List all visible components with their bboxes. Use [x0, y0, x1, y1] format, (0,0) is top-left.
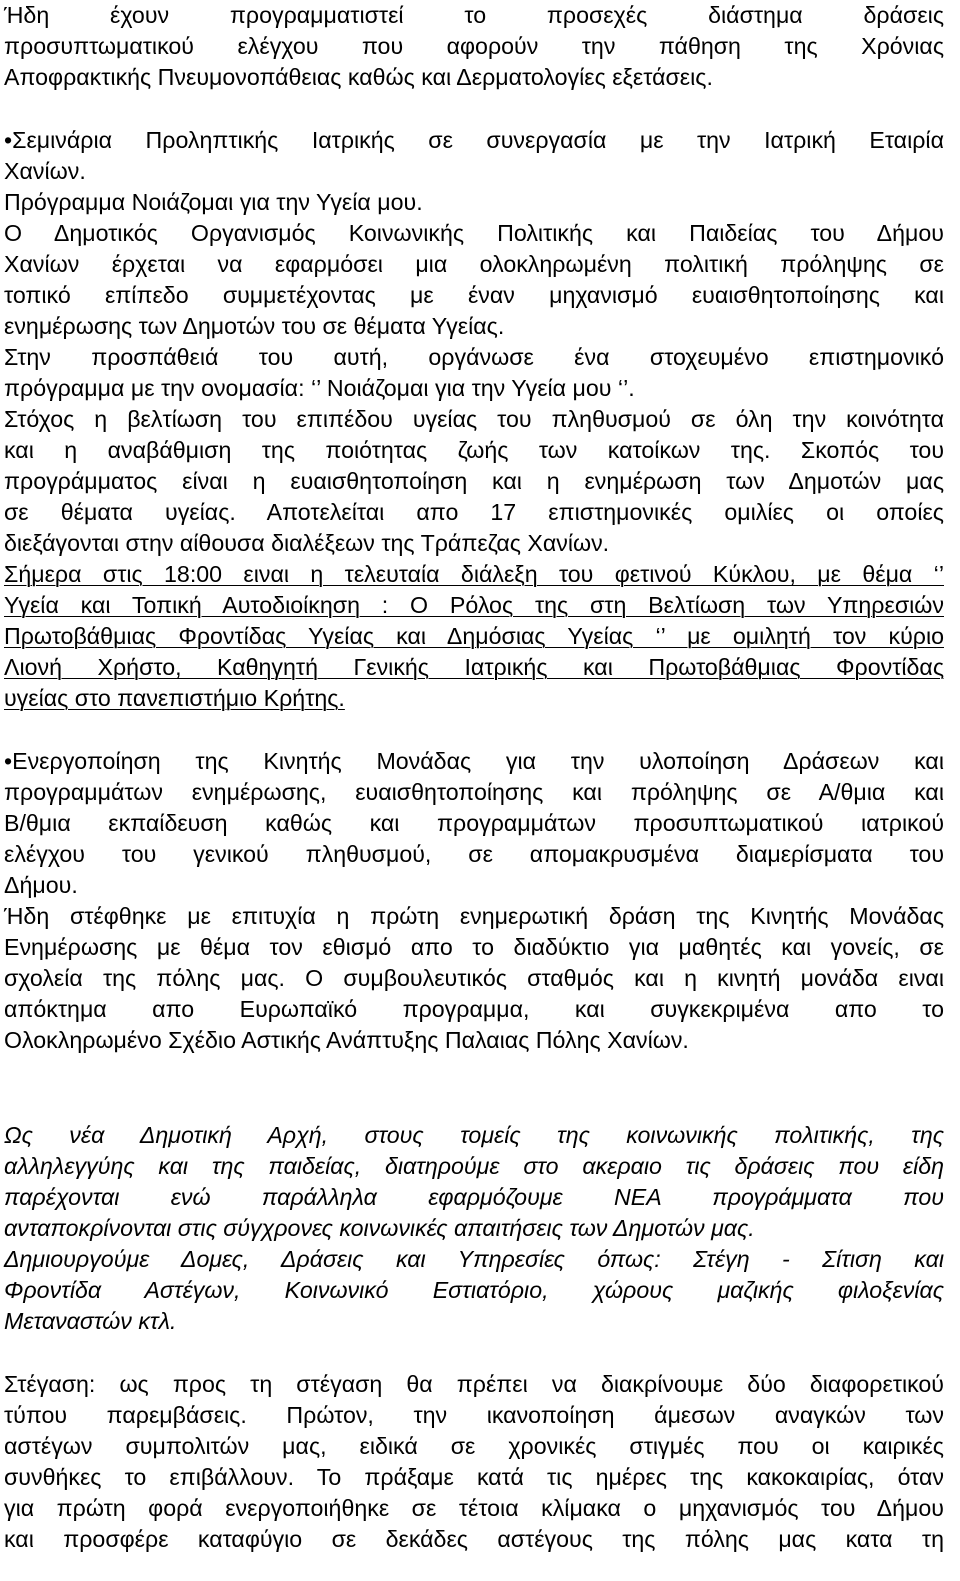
- text-line-content: σε θέματα υγείας. Αποτελείται απο 17 επιστημονικές ομιλίες οι οποίες: [4, 499, 944, 525]
- text-line-content: και προσφέρε καταφύγιο σε δεκάδες αστέγους της πόλης μας κατα τη: [4, 1526, 944, 1552]
- text-line-content: ανταποκρίνονται στις σύγχρονες κοινωνικές απαιτήσεις των Δημοτών μας.: [4, 1215, 755, 1241]
- text-line: [4, 559, 944, 589]
- text-line: [4, 218, 944, 248]
- text-line-content: τοπικό επίπεδο συμμετέχοντας με έναν μηχανισμό ευαισθητοποίησης και: [4, 282, 944, 308]
- text-line: [4, 187, 944, 217]
- text-line: [4, 1151, 944, 1181]
- text-line-content: τύπου παρεμβάσεις. Πρώτον, την ικανοποίηση άμεσων αναγκών των: [4, 1402, 944, 1428]
- text-line: [4, 994, 944, 1024]
- text-line-content: σχολεία της πόλης μας. Ο συμβουλευτικός σταθμός και η κινητή μονάδα ειναι: [4, 965, 944, 991]
- text-line: [4, 404, 944, 434]
- text-line-content: Στέγαση: ως προς τη στέγαση θα πρέπει να διακρίνουμε δύο διαφορετικού: [4, 1371, 944, 1397]
- text-line-content: παρέχονται ενώ παράλληλα εφαρμόζουμε ΝΕΑ προγράμματα που: [4, 1184, 944, 1210]
- text-line-content: Χανίων έρχεται να εφαρμόσει μια ολοκληρωμένη πολιτική πρόληψης σε: [4, 251, 944, 277]
- text-line-content: Ήδη έχουν προγραμματιστεί το προσεχές διάστημα δράσεις: [4, 2, 944, 28]
- text-line-content: Δημιουργούμε Δομες, Δράσεις και Υπηρεσίες όπως: Στέγη - Σίτιση και: [4, 1246, 944, 1272]
- text-line: [4, 1025, 944, 1055]
- text-line-content: και η αναβάθμιση της ποιότητας ζωής των κατοίκων της. Σκοπός του: [4, 437, 944, 463]
- text-line-content: ενημέρωσης των Δημοτών του σε θέματα Υγείας.: [4, 313, 505, 339]
- text-line: [4, 342, 944, 372]
- text-line: [4, 1400, 944, 1430]
- text-line-content: Υγεία και Τοπική Αυτοδιοίκηση : Ο Ρόλος της στη Βελτίωση των Υπηρεσιών: [4, 592, 944, 618]
- text-line: [4, 777, 944, 807]
- text-line: [4, 466, 944, 496]
- text-line: [4, 1306, 944, 1336]
- text-line: [4, 1524, 944, 1554]
- text-line: [4, 435, 944, 465]
- text-line: [4, 1493, 944, 1523]
- text-line: [4, 932, 944, 962]
- text-line-content: •Ενεργοποίηση της Κινητής Μονάδας για την υλοποίηση Δράσεων και: [4, 748, 944, 774]
- text-line: [4, 311, 944, 341]
- text-line-content: για πρώτη φορά ενεργοποιήθηκε σε τέτοια κλίμακα ο μηχανισμός του Δήμου: [4, 1495, 944, 1521]
- text-line-content: απόκτημα απο Ευρωπαϊκό προγραμμα, και συγκεκριμένα απο το: [4, 996, 944, 1022]
- text-line-content: Σήμερα στις 18:00 ειναι η τελευταία διάλεξη του φετινού Κύκλου, με θέμα ‘’: [4, 561, 944, 587]
- text-line: [4, 1275, 944, 1305]
- text-line-content: Ως νέα Δημοτική Αρχή, στους τομείς της κοινωνικής πολιτικής, της: [4, 1122, 944, 1148]
- text-line: [4, 0, 944, 30]
- text-line-content: Μεταναστών κτλ.: [4, 1308, 177, 1334]
- text-line: [4, 683, 944, 713]
- text-line: [4, 497, 944, 527]
- text-line-content: Ολοκληρωμένο Σχέδιο Αστικής Ανάπτυξης Παλαιας Πόλης Χανίων.: [4, 1027, 689, 1053]
- text-line: [4, 373, 944, 403]
- text-line-content: ελέγχου του γενικού πληθυσμού, σε απομακρυσμένα διαμερίσματα του: [4, 841, 944, 867]
- text-line-content: Ήδη στέφθηκε με επιτυχία η πρώτη ενημερωτική δράση της Κινητής Μονάδας: [4, 903, 944, 929]
- text-line-content: Στην προσπάθειά του αυτή, οργάνωσε ένα στοχευμένο επιστημονικό: [4, 344, 944, 370]
- text-line: [4, 590, 944, 620]
- text-line-content: προσυπτωματικού ελέγχου που αφορούν την πάθηση της Χρόνιας: [4, 33, 944, 59]
- text-line: [4, 1182, 944, 1212]
- text-line-content: προγραμμάτων ενημέρωσης, ευαισθητοποίησης και πρόληψης σε Α/θμια και: [4, 779, 944, 805]
- text-line: [4, 1120, 944, 1150]
- text-line-content: Αποφρακτικής Πνευμονοπάθειας καθώς και Δερματολογίες εξετάσεις.: [4, 64, 713, 90]
- text-line-content: Ο Δημοτικός Οργανισμός Κοινωνικής Πολιτικής και Παιδείας του Δήμου: [4, 220, 944, 246]
- text-line: [4, 1213, 944, 1243]
- text-line: [4, 808, 944, 838]
- text-line: [4, 839, 944, 869]
- text-line: [4, 528, 944, 558]
- text-line-content: •Σεμινάρια Προληπτικής Ιατρικής σε συνεργασία με την Ιατρική Εταιρία: [4, 127, 944, 153]
- text-line: [4, 31, 944, 61]
- text-line: [4, 1369, 944, 1399]
- text-line-content: πρόγραμμα με την ονομασία: ‘’ Νοιάζομαι για την Υγεία μου ‘’.: [4, 375, 635, 401]
- text-line: [4, 249, 944, 279]
- text-line: [4, 746, 944, 776]
- text-line: [4, 280, 944, 310]
- text-line-content: Στόχος η βελτίωση του επιπέδου υγείας του πληθυσμού σε όλη την κοινότητα: [4, 406, 944, 432]
- text-line: [4, 1462, 944, 1492]
- text-line: [4, 1431, 944, 1461]
- text-line-content: Πρωτοβάθμιας Φροντίδας Υγείας και Δημόσιας Υγείας ‘’ με ομιλητή τον κύριο: [4, 623, 944, 649]
- text-line: [4, 62, 944, 92]
- text-line-content: συνθήκες το επιβάλλουν. Το πράξαμε κατά τις ημέρες της κακοκαιρίας, όταν: [4, 1464, 944, 1490]
- text-line: [4, 870, 944, 900]
- text-line-content: Πρόγραμμα Νοιάζομαι για την Υγεία μου.: [4, 189, 423, 215]
- text-line: [4, 621, 944, 651]
- text-line-content: Ενημέρωσης με θέμα τον εθισμό απο το διαδύκτιο για μαθητές και γονείς, σε: [4, 934, 944, 960]
- text-line-content: Λιονή Χρήστο, Καθηγητή Γενικής Ιατρικής και Πρωτοβάθμιας Φροντίδας: [4, 654, 944, 680]
- text-line-content: υγείας στο πανεπιστήμιο Κρήτης.: [4, 685, 345, 711]
- text-line: [4, 901, 944, 931]
- text-line: [4, 1244, 944, 1274]
- text-line-content: προγράμματος είναι η ευαισθητοποίηση και η ενημέρωση των Δημοτών μας: [4, 468, 944, 494]
- text-line-content: διεξάγονται στην αίθουσα διαλέξεων της Τράπεζας Χανίων.: [4, 530, 610, 556]
- text-line: [4, 125, 944, 155]
- text-line: [4, 156, 944, 186]
- text-line-content: αλληλεγγύης και της παιδείας, διατηρούμε στο ακεραιο τις δράσεις που είδη: [4, 1153, 944, 1179]
- text-line: [4, 963, 944, 993]
- text-line-content: Χανίων.: [4, 158, 86, 184]
- text-line-content: Β/θμια εκπαίδευση καθώς και προγραμμάτων προσυπτωματικού ιατρικού: [4, 810, 944, 836]
- text-line-content: Δήμου.: [4, 872, 78, 898]
- text-line-content: αστέγων συμπολιτών μας, ειδικά σε χρονικές στιγμές που οι καιρικές: [4, 1433, 944, 1459]
- text-line-content: Φροντίδα Αστέγων, Κοινωνικό Εστιατόριο, χώρους μαζικής φιλοξενίας: [4, 1277, 944, 1303]
- text-line: [4, 652, 944, 682]
